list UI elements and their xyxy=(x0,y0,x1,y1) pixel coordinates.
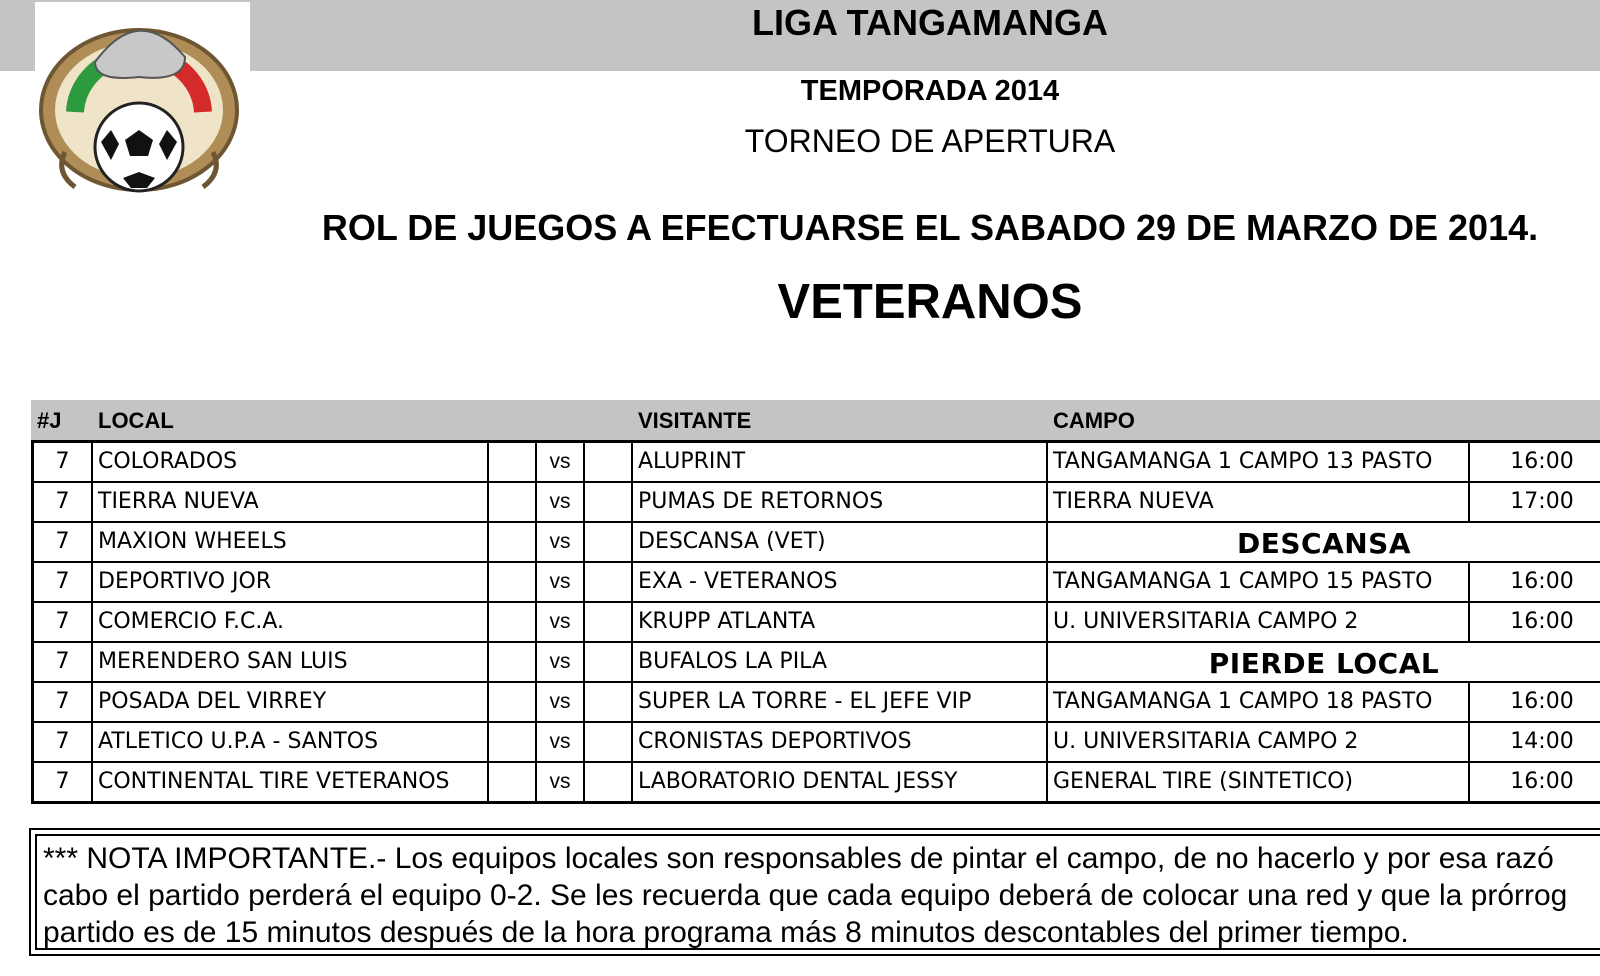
local-score-cell xyxy=(489,683,537,721)
local-team-cell: ATLETICO U.P.A - SANTOS xyxy=(93,723,489,761)
tournament-title: TORNEO DE APERTURA xyxy=(744,123,1116,159)
time-cell: 16:00 xyxy=(1510,689,1574,714)
time-cell: 16:00 xyxy=(1510,769,1574,794)
visitor-score-cell xyxy=(585,563,633,601)
time-cell: 16:00 xyxy=(1510,609,1574,634)
field-cell: TANGAMANGA 1 CAMPO 13 PASTO xyxy=(1048,443,1470,481)
visitor-score-cell xyxy=(585,643,633,681)
vs-cell: vs xyxy=(537,483,585,521)
visitor-team-cell: BUFALOS LA PILA xyxy=(633,643,1048,681)
jornada-cell: 7 xyxy=(34,643,93,681)
time-cell: 16:00 xyxy=(1510,569,1574,594)
jornada-cell: 7 xyxy=(34,443,93,481)
table-row xyxy=(34,683,1600,723)
local-team-cell: COMERCIO F.C.A. xyxy=(93,603,489,641)
note-line: *** NOTA IMPORTANTE.- Los equipos locales son responsables de pintar el campo, de no hacerlo y por esa razó xyxy=(43,842,1554,875)
visitor-score-cell xyxy=(585,603,633,641)
local-score-cell xyxy=(489,723,537,761)
local-score-cell xyxy=(489,523,537,561)
table-row xyxy=(34,643,1600,683)
header-jornada: #J xyxy=(37,408,62,433)
table-row xyxy=(34,523,1600,563)
visitor-team-cell: ALUPRINT xyxy=(633,443,1048,481)
vs-cell: vs xyxy=(537,523,585,561)
field-cell: GENERAL TIRE (SINTETICO) xyxy=(1048,763,1470,801)
visitor-score-cell xyxy=(585,443,633,481)
field-cell: U. UNIVERSITARIA CAMPO 2 xyxy=(1048,723,1470,761)
schedule-title: ROL DE JUEGOS A EFECTUARSE EL SABADO 29 DE MARZO DE 2014. xyxy=(321,207,1539,248)
field-cell: U. UNIVERSITARIA CAMPO 2 xyxy=(1048,603,1470,641)
federation-crest-icon xyxy=(35,2,250,207)
field-cell: TANGAMANGA 1 CAMPO 18 PASTO xyxy=(1048,683,1470,721)
visitor-team-cell: KRUPP ATLANTA xyxy=(633,603,1048,641)
visitor-team-cell: PUMAS DE RETORNOS xyxy=(633,483,1048,521)
local-score-cell xyxy=(489,763,537,801)
visitor-score-cell xyxy=(585,683,633,721)
jornada-cell: 7 xyxy=(34,563,93,601)
header-visitante: VISITANTE xyxy=(638,408,752,433)
jornada-cell: 7 xyxy=(34,723,93,761)
field-cell: TIERRA NUEVA xyxy=(1048,483,1470,521)
table-row xyxy=(34,763,1600,804)
time-cell: 17:00 xyxy=(1510,489,1574,514)
visitor-score-cell xyxy=(585,523,633,561)
time-cell: 16:00 xyxy=(1510,449,1574,474)
vs-cell: vs xyxy=(537,563,585,601)
local-team-cell: CONTINENTAL TIRE VETERANOS xyxy=(93,763,489,801)
visitor-score-cell xyxy=(585,723,633,761)
jornada-cell: 7 xyxy=(34,483,93,521)
jornada-cell: 7 xyxy=(34,603,93,641)
header-local: LOCAL xyxy=(98,408,174,433)
table-row xyxy=(34,603,1600,643)
jornada-cell: 7 xyxy=(34,683,93,721)
local-score-cell xyxy=(489,483,537,521)
vs-cell: vs xyxy=(537,723,585,761)
vs-cell: vs xyxy=(537,763,585,801)
visitor-team-cell: EXA - VETERANOS xyxy=(633,563,1048,601)
league-title: LIGA TANGAMANGA xyxy=(752,2,1108,43)
important-note-box xyxy=(29,828,1600,956)
vs-cell: vs xyxy=(537,683,585,721)
table-row xyxy=(34,723,1600,763)
local-team-cell: COLORADOS xyxy=(93,443,489,481)
jornada-cell: 7 xyxy=(34,523,93,561)
important-note-text xyxy=(43,840,1600,951)
visitor-team-cell: SUPER LA TORRE - EL JEFE VIP xyxy=(633,683,1048,721)
local-team-cell: MAXION WHEELS xyxy=(93,523,489,561)
forfeit-status-cell: PIERDE LOCAL xyxy=(1208,647,1440,680)
schedule-table xyxy=(31,400,1600,804)
visitor-score-cell xyxy=(585,483,633,521)
visitor-team-cell: LABORATORIO DENTAL JESSY xyxy=(633,763,1048,801)
visitor-score-cell xyxy=(585,763,633,801)
vs-cell: vs xyxy=(537,643,585,681)
table-row xyxy=(34,483,1600,523)
vs-cell: vs xyxy=(537,443,585,481)
important-note-inner-border xyxy=(35,834,1600,950)
local-score-cell xyxy=(489,643,537,681)
table-body xyxy=(31,440,1600,804)
table-header xyxy=(31,400,1600,440)
field-cell: TANGAMANGA 1 CAMPO 15 PASTO xyxy=(1048,563,1470,601)
note-line: cabo el partido perderá el equipo 0-2. Se les recuerda que cada equipo deberá de colocar una red y que la prórrog xyxy=(43,879,1568,912)
time-cell: 14:00 xyxy=(1510,729,1574,754)
table-row xyxy=(34,443,1600,483)
local-team-cell: DEPORTIVO JOR xyxy=(93,563,489,601)
season-title: TEMPORADA 2014 xyxy=(800,75,1060,107)
rest-status-cell: DESCANSA xyxy=(1236,527,1412,560)
visitor-team-cell: DESCANSA (VET) xyxy=(633,523,1048,561)
local-team-cell: TIERRA NUEVA xyxy=(93,483,489,521)
local-score-cell xyxy=(489,563,537,601)
local-score-cell xyxy=(489,603,537,641)
local-team-cell: MERENDERO SAN LUIS xyxy=(93,643,489,681)
visitor-team-cell: CRONISTAS DEPORTIVOS xyxy=(633,723,1048,761)
note-line: partido es de 15 minutos después de la hora programa más 8 minutos descontables del primer tiempo. xyxy=(43,916,1409,949)
local-team-cell: POSADA DEL VIRREY xyxy=(93,683,489,721)
jornada-cell: 7 xyxy=(34,763,93,801)
category-title: VETERANOS xyxy=(777,275,1083,329)
local-score-cell xyxy=(489,443,537,481)
vs-cell: vs xyxy=(537,603,585,641)
table-row xyxy=(34,563,1600,603)
header-campo: CAMPO xyxy=(1053,408,1135,433)
